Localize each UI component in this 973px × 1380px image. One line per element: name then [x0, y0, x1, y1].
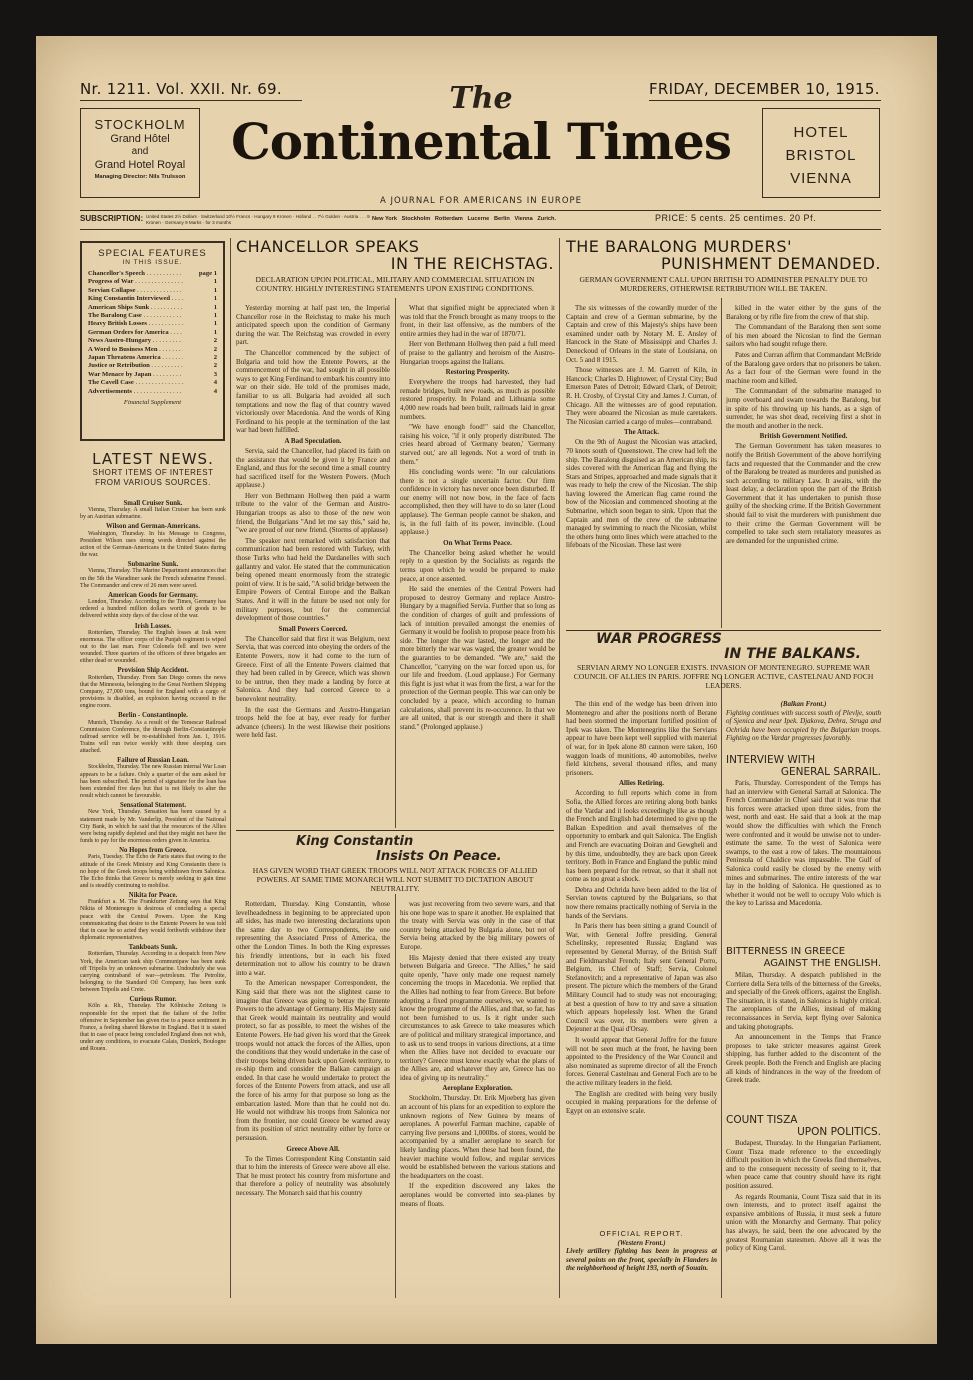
chancellor-header	[236, 238, 554, 293]
chancellor-col-1	[236, 304, 390, 828]
bitterness-body	[726, 971, 881, 1087]
paragraph: The Commandant of the submarine managed to jump overboard and swam towards the Baralong, but in spite of his throwing up his hands, as a sign of surrender, he was shot dead, receiving first a shot in the mouth and another in the neck.	[726, 387, 881, 430]
feature-item	[88, 295, 217, 303]
sarrail-title-1: INTERVIEW WITH	[726, 754, 816, 766]
tisza-p2: As regards Roumania, Count Tisza said that in its own interests, and to protect itself against the expansive ambitions of Russia, it must seek a future union with the Monarchy and Germany. That policy has always, he said, been the one advocated by the greatest Roumanian statesmen. Above all it was the policy of King Carol.	[726, 1192, 881, 1253]
feature-item	[88, 287, 217, 295]
stockholm-hotel-ad	[80, 108, 200, 198]
official-text: Lively artillery fighting has been in progress at several points on the front, specially in Flanders in the neighborhood of height 193, north of Souain.	[566, 1247, 717, 1273]
baralong-header	[566, 238, 881, 293]
feature-page: 1	[213, 312, 217, 320]
feature-item	[88, 354, 217, 362]
news-item-head: Small Cruiser Sunk.	[123, 500, 183, 507]
title-main: Continental Times	[230, 112, 732, 171]
news-item	[80, 561, 226, 590]
official-sub: (Western Front.)	[617, 1238, 666, 1247]
paragraph: The six witnesses of the cowardly murder of the Captain and crew of a German submarine, by the Captain and crew of this Majesty's ships have been examined under oath by Notary M. E. Ansley of Hancock in the State of Mississippi and Charles J. Deneckoud of Orleans in the state of Louisiana, on Oct. 5 and 8 1915.	[566, 304, 717, 364]
bristol-hotel-ad	[762, 108, 880, 198]
news-item	[80, 996, 226, 1053]
feature-item	[88, 346, 217, 354]
balkans-header	[566, 632, 881, 690]
feature-item	[88, 320, 217, 328]
features-title: SPECIAL FEATURES	[98, 248, 207, 259]
baralong-subhead: GERMAN GOVERNMENT CALL UPON BRITISH TO ADMINISTER PENALTY DUE TO MURDERERS, OTHERWISE RETRIBUTION WILL BE TAKEN.	[579, 275, 868, 293]
feature-page: 1	[213, 278, 217, 286]
balkan-front-text: Fighting continues with success south of Plevlje, south of Sjenica and near Ipek. Djakova, Debra, Struga and Ochrida have been occupied by the Bulgarian troops. Fighting on the Vardar progresses favorably.	[726, 708, 881, 743]
news-item-head: Curious Rumor.	[129, 996, 177, 1004]
news-item-head: American Goods for Germany.	[108, 591, 198, 599]
ad2-line1: HOTEL	[793, 124, 849, 141]
official-title: OFFICIAL REPORT.	[599, 1230, 684, 1238]
feature-item	[88, 337, 217, 345]
office-cities: New York Stockholm Rotterdam Lucerne Berlin Vienna Zurich.	[372, 216, 557, 222]
constantin-subhead: HAS GIVEN WORD THAT GREEK TROOPS WILL NOT ATTACK FORCES OF ALLIED POWERS. AT SAME TIME MONARCH WILL NOT SUBMIT TO DICTATION ABOUT NEUTRALITY.	[252, 866, 538, 893]
feature-page: 1	[213, 328, 217, 336]
tisza-body	[726, 1139, 881, 1299]
feature-page: page 1	[198, 270, 217, 277]
baralong-title-1: THE BARALONG MURDERS'	[566, 237, 792, 256]
paragraph: Rotterdam, Thursday. King Constantin, whose levelheadedness in beginning to be appreciated upon all sides, has made two interesting declarations upon the same day to two Correspondents, the one representing the Associated Press of America, the other the London Times. In both the King expresses his friendly intentions, but in each his fixed determination not to allow his country to be drawn into a war.	[236, 900, 390, 977]
ad-line3: Grand Hotel Royal	[94, 159, 186, 171]
news-item-head: Irish Losses.	[134, 622, 172, 630]
paragraph: The Chancellor said that first it was Belgium, next Servia, that was coerced into obeying the orders of the Entente Powers, now it had come to the turn of Greece. First of all the Entente Powers claimed that they had been called in by Greece, which was shown to be untrue, then they made a landing by force at Salonica. And they had coerced Greece to a benevolent neutrality.	[236, 634, 390, 703]
news-item-head: Tankboats Sunk.	[128, 944, 178, 952]
news-item-body: Rotterdam, Thursday. The English losses at Irak were enormous. The officer corps of the Punjab regiment is wiped out to the last man. Four Colonels fell and two were wounded. Three quarters of the officers of three brigades are either dead or wounded.	[80, 629, 226, 665]
constantin-col-2	[400, 900, 555, 1298]
news-item	[80, 757, 226, 800]
bitterness-p1: Milan, Thursday. A despatch published in the Corriere della Sera tells of the bitterness of the Greeks, and specially of the Greek officers, against the English. The situation, it is stated, in Salonica is highly critical. The aeroplanes of the Allies, instead of making reconnaissances in Servia, kept flying over Salonica and taking photographs.	[726, 971, 881, 1031]
feature-page: 4	[213, 387, 217, 395]
feature-item	[88, 379, 217, 387]
sarrail-text: Paris, Thursday. Correspondent of the Temps has had an interview with General Sarrail at Salonica. The French Commander in Chief said that it was true that his forces were attacked upon three sides, from the west, north and east. He said that a look at the map would show the difficulties with which the French were confronted and it would be unwise not to under-estimate the same. To the west of Salonica were swamps, to the east a row of lakes. The mountainous Peninsula of Chaldice was impassable. The Gulf of Salonica could easily be closed by the enemy with mines and submarines. The entire interests of the war lay in the holding of Salonica. He questioned as to whether it would not be well to occupy Volo which is the key to Larissa and Macedonia.	[726, 779, 881, 908]
feature-item	[88, 371, 217, 379]
feature-name: Servian Collapse . . .	[88, 287, 183, 295]
paragraph: Herr von Bethmann Hollweg then paid a full meed of praise to the gallantry and heroism of the Austro-Hungarian troops against the Italians.	[400, 340, 555, 366]
feature-item	[88, 362, 217, 370]
subscription-bar	[80, 213, 881, 227]
feature-item	[88, 304, 217, 312]
news-item-head: No Hopes from Greece.	[119, 847, 187, 855]
tisza-p1: Budapest, Thursday. In the Hungarian Parliament, Count Tisza made reference to the exceedingly difficult position in which the Greeks find themselves, and to the consequent necessity of seeing to it, that when peace came that country should have its right position assured.	[726, 1139, 881, 1190]
news-item-body: Frankfurt a. M. The Frankfurter Zeitung says that King Nikita of Montenegro is desirous of concluding a special peace with the Central Powers. Upon the King communicating that desire to the Entente Powers he was told that in case he so acted they would forthwith withdraw their diplomatic representatives.	[80, 899, 226, 942]
paragraph: To the American newspaper Correspondent, the King said that there was not the slightest cause to imagine that Greece was going to betray the Entente Powers to the advantage of Germany. His Majesty said that Greek would maintain its neutrality and would protect, so far as possible, to meet the wishes of the Entente Powers. He had given his word that the Greek troops would not attack the forces of the Allies, upon the conditions that they would undertake in the case of their troops being driven back upon Greek territory, to re-ship them and consider the Balkan campaign as ended. In that case he would undertake to protect the forces of the Entente Powers from attack, and use all the force of his army for that purpose so long as the embarcation lasted. More than that he could not do. He would not withdraw his troops from Salonica nor from the frontier, nor could Greece be warned away from its position of strict neutrality either by force or persuasion.	[236, 979, 390, 1143]
ad-line2: and	[131, 146, 149, 157]
feature-name: News Austro-Hungary . . .	[88, 337, 183, 345]
bitterness-title-1: BITTERNESS IN GREECE	[726, 946, 846, 957]
latest-title: LATEST NEWS.	[92, 450, 214, 468]
section-heading: On What Terms Peace.	[443, 538, 512, 547]
official-report	[566, 1230, 717, 1298]
news-item-head: Nikita for Peace.	[128, 892, 178, 900]
news-item-body: Rotterdam, Thursday. From San Diego comes the news that the Minnesota, belonging to the Great Northern Shipping Company, 27,000 tons, bound for England with a cargo of provisions is disabled, an explosion having occured in the engine room.	[80, 674, 226, 710]
feature-item	[88, 278, 217, 286]
news-item	[80, 667, 226, 710]
paragraph: His Majesty denied that there existed any treaty between Bulgaria and Greece. "The Allies," he said quite openly, "have only made one request namely concerning the troops in Macedonia. We replied that the Allies had nothing to fear from Greece. But before adopting a fixed programme ourselves, we wanted to know the programme of the Allies, and that, so far, has not been furnished to us. Is it right under such circumstances to ask Greece to take measures which are of political and military strategical importance, and to ask us to send troops in various directions, at a time when the Allies have not decided to evacuate our territory? Greece must know exactly what the plans of the Allies are, and whatever they are, Greece has no idea of giving up its neutrality."	[400, 953, 555, 1082]
news-item	[80, 523, 226, 559]
paragraph: According to full reports which come in from Sofia, the Allied forces are retiring along both banks of the Vardar and it looks exceedingly like as though the French and English had determined to give up the Balkan Expedition and avail themselves of the opportunity to embark and quit Salonica. The English and French are evacuating Doiran and Gewgheli and by this time, undoubtedly, they are back upon Greek territory. Both in France and England the public mind has been prepared for the retreat, so that it shall not come as too great a shock.	[566, 789, 717, 884]
paragraph: The speaker next remarked with satisfaction that communication had been restored with Turkey, with those Turks who had held the Dardanelles with such gallantry and valor. He stated that the communication being opened meant enormously from the strategic point of view. It is he said, "A solid bridge between the Empire Powers of Central Europe and the Balkan States. And it will in the future be used not only for military purposes, but for the commercial development of those countries."	[236, 536, 390, 623]
feature-name: Progress of War . . .	[88, 278, 183, 286]
feature-item	[88, 388, 217, 396]
features-footer: Financial Supplement	[123, 399, 182, 407]
news-item	[80, 847, 226, 890]
bitterness-title-2: AGAINST THE ENGLISH.	[763, 958, 881, 969]
masthead-title	[206, 81, 756, 171]
news-item	[80, 892, 226, 942]
feature-item	[88, 270, 217, 278]
balkans-title-1: WAR PROGRESS	[596, 631, 722, 647]
paragraph: Stockholm, Thursday. Dr. Erik Mjoeberg has given an account of his plans for an expedition to explore the unknown regions of New Guinea by means of aeroplanes. A powerful Farman machine, capable of carrying five persons and 1,000lbs. of stores, would be accompanied by a smaller aeroplane to search for likely landing places. When these had been found, the heavier machine would follow, and regular services would be established between the various stations and the headquarters on the coast.	[400, 1094, 555, 1180]
news-item-head: Submarine Sunk.	[127, 561, 179, 569]
feature-page: 2	[213, 362, 217, 370]
constantin-header	[236, 834, 554, 893]
news-item-head: Failure of Russian Loan.	[117, 757, 189, 765]
news-item-body: Munich, Thursday. As a result of the Temescar Railroad Commission Conference, the through Berlin-Constantinople railroad service will be re-established from Jan. 1, 1916. Trains will run twice weekly with three sleeping cars attached.	[80, 719, 226, 755]
tisza-title-1: COUNT TISZA	[726, 1114, 798, 1126]
ad-city: STOCKHOLM	[94, 117, 186, 132]
paragraph: If the expedition discovered any lakes the aeroplanes would be converted into sea-planes by means of floats.	[400, 1182, 555, 1208]
news-item-body: Paris, Tuesday. The Echo de Paris states that owing to the attitude of the Greek Ministry and King Constantin there is no hope of the Greek troops being withdrawn from Salonica. The Echo thinks that Greece is merely seeking to gain time and is steadily continuing to mobilise.	[80, 854, 226, 889]
feature-name: The Baralong Case . . .	[88, 312, 183, 320]
paragraph: To the Times Correspondent King Constantin said that to him the interests of Greece were above all else. That he must protect his country from misfortune and that therefore a policy of neutrality was absolutely necessary. The Monarch said that his country	[236, 1154, 390, 1197]
features-list	[88, 270, 217, 396]
feature-name: War Menace by Japan . . .	[88, 371, 183, 379]
paragraph: The thin end of the wedge has been driven into Montenegro and after the positions north of Berane had been stormed the important fortified position of Ipek was taken. The Montenegrins like the Servians appear to have been kept well supplied with material of war, for in Ipek alone 80 cannon were taken, 160 waggon loads of munitions, 40 automobiles, twelve field kitchens, several thousand rifles, and many prisoners.	[566, 700, 717, 777]
paragraph: The Commandant of the Baralong then sent some of his men aboard the Nicosian to find the German sailors who had sought refuge there.	[726, 323, 881, 349]
paragraph: His concluding words were: "In our calculations there is not a single uncertain factor. Our firm confidence in victory has never once been disturbed. If our enemy will not now bow, in the face of facts accomplished, then they will have to do so later (Loud applause). The German people cannot be shaken, and is, in the full faith of its power, invincible. (Loud applause.)	[400, 468, 555, 537]
special-features-box	[80, 241, 225, 441]
baralong-title-2: PUNISHMENT DEMANDED.	[661, 254, 881, 273]
section-heading: Restoring Prosperity.	[445, 368, 510, 377]
news-item	[80, 944, 226, 994]
ad-line4: Managing Director: Nils Trulsson	[94, 174, 186, 180]
section-heading: A Bad Speculation.	[284, 436, 342, 445]
feature-page: 2	[213, 337, 217, 345]
features-subtitle: IN THIS ISSUE.	[122, 259, 183, 266]
baralong-col-1	[566, 304, 717, 628]
feature-page: 2	[213, 345, 217, 353]
latest-news-list	[80, 498, 226, 1298]
paragraph: killed in the water either by the guns of the Baralong or by rifle fire from the crew of that ship.	[726, 304, 881, 321]
price: PRICE: 5 cents. 25 centimes. 20 Pf.	[655, 213, 817, 223]
news-item	[80, 623, 226, 666]
feature-name: Japan Threatens America . . .	[88, 354, 183, 362]
section-heading: Greece Above All.	[286, 1144, 340, 1153]
ad2-line2: BRISTOL	[785, 147, 857, 164]
balkan-front-head: (Balkan Front.)	[780, 700, 827, 708]
section-heading: Aeroplane Exploration.	[442, 1084, 513, 1093]
paragraph: Debra and Ochrida have been added to the list of Servian towns captured by the Bulgarians, so that now there remains practically nothing of Servia in the hands of the Servians.	[566, 885, 717, 920]
news-item	[80, 712, 226, 755]
balkans-subhead: SERVIAN ARMY NO LONGER EXISTS. INVASION OF MONTENEGRO. SUPREME WAR COUNCIL OF ALLIES IN PARIS. JOFFRE NO LONGER ACTIVE, CASTELNAU AND FOCH LEADERS.	[573, 663, 874, 690]
feature-page: 1	[213, 303, 217, 311]
section-heading: Allies Retiring.	[618, 779, 665, 788]
section-heading: British Government Notified.	[759, 432, 848, 441]
news-item-body: Vienna, Thursday. A small Italian Cruiser has been sunk by an Austrian submarine.	[80, 507, 226, 521]
news-item-body: Köln a. Rh., Thursday. The Kölnische Zeitung is responsible for the report that the failure of the Joffre offensive in September has given rise to a peace sentiment in France, a feeling shared likewise in England. But it is stated that in case of peace being concluded England does not wish, under any conditions, to evacuate Calais, Dunkirk, Boulogne and Rouen.	[80, 1003, 226, 1053]
paragraph: Herr von Bethmann Hollweg then paid a warm tribute to the valor of the German and Austro-Hungarian troops as also to those of the new won friend, the Bulgarians "And let me say this," said he, "we are proud of our new friend. (Storms of applause)	[236, 491, 390, 535]
chancellor-title-1: CHANCELLOR SPEAKS	[236, 237, 420, 256]
news-item-head: Provision Ship Accident.	[117, 667, 189, 675]
feature-name: A Word to Business Men . . .	[88, 346, 183, 354]
paragraph: Everywhere the troops had harvested, they had remade bridges, built new roads, as much as possible restored prosperity. In Poland and Lithuania some 4,000 new roads had been built, railroads laid in great numbers.	[400, 378, 555, 421]
paragraph: In Paris there has been sitting a grand Council of War, with General Joffre presiding. General Schelinsky, represented Russia; England was represented by General Murray, of the British Staff and Fieldmarshal French; Italy sent General Porro, Belgium, its Chief of Staff; Servia, Colonel Stefanovitch; and a representative of Japan was also present. The picture which the members of the Grand Military Council had to study was not encouraging; at best a question of how to try and save a situation which appears hopelessly lost. When the Grand Council was over, its members were given a Dejeuner at the Quai d'Orsay.	[566, 922, 717, 1034]
chancellor-subhead: DECLARATION UPON POLITICAL, MILITARY AND COMMERCIAL SITUATION IN COUNTRY. HIGHLY INTERESTING STATEMENTS UPON EXISTING CONDITIONS.	[255, 275, 535, 293]
paragraph: It would appear that General Joffre for the future will not be seen much at the front, he having been appointed to the Presidency of the War Council and also nominated as supreme director of all the French forces. General Castelnau and General Foch are to be the active military leaders in the field.	[566, 1035, 717, 1087]
latest-subtitle: SHORT ITEMS OF INTEREST FROM VARIOUS SOURCES.	[92, 468, 214, 487]
paragraph: Those witnesses are J. M. Garrett of Kiln, in Hancock; Charles D. Hightower, of Crystal City; Bud Emerson Pates of Detroit; Edward Clark, of Detroit; R. H. Crosby, of Crystal City and James J. Curran, of Chicago. All the witnesses are of good reputation. They were aboared the Nicosian as mule caretakers. The Nicosian carried a cargo of mules—contraband.	[566, 366, 717, 426]
balkans-title-2: IN THE BALKANS.	[724, 646, 861, 662]
feature-name: German Orders for America . . .	[88, 329, 183, 337]
ad-line1: Grand Hôtel	[110, 133, 170, 145]
paragraph: What that signified might be appreciated when it was told that the French brought as many troops to the front, in their last offensive, as the numbers of the entire armies they had in the war of 1870/71.	[400, 304, 555, 338]
feature-page: 1	[213, 286, 217, 294]
baralong-col-2	[726, 304, 881, 628]
constantin-col-1	[236, 900, 390, 1298]
news-item	[80, 802, 226, 845]
feature-name: The Cavell Case . . .	[88, 379, 183, 387]
feature-name: Justice or Retribution . . .	[88, 362, 183, 370]
sarrail-title-2: GENERAL SARRAIL.	[780, 766, 881, 778]
issue-date: FRIDAY, DECEMBER 10, 1915.	[649, 80, 880, 98]
news-item-body: Vienna, Thursday. The Marine Department announces that on the 5th the Waradiner sank the French submarine Fresnel. The Commander and crew of 26 men were saved.	[80, 568, 226, 589]
feature-name: Advertisements . . .	[88, 388, 183, 396]
title-the: The	[449, 81, 513, 116]
news-item-head: Berlin - Constantinople.	[118, 712, 188, 720]
subscription-label: SUBSCRIPTION:	[80, 214, 144, 223]
news-item-body: London, Thursday. According to the Times, Germany has ordered a hundred million dollars worth of goods to be delivered within sixty days of the close of the war.	[80, 599, 226, 620]
news-item-head: Sensational Statement.	[119, 802, 187, 810]
paragraph: The Chancellor commenced by the subject of Bulgaria and told how the Entente Powers, at the commencement of the war, had sought in all possible ways to get King Ferdinand to embark his country into war on their side. He told of the promises made, familiar to us all. Bulgaria had avoided all such temptations and now the flag of that country waved victoriously over Macedonia. And the words of King Ferdinand to his people at the termination of the last war had been fulfilled.	[236, 348, 390, 435]
chancellor-title-2: IN THE REICHSTAG.	[390, 254, 554, 273]
tisza-title-2: UPON POLITICS.	[797, 1126, 881, 1138]
ad2-line3: VIENNA	[790, 170, 852, 187]
feature-page: 1	[213, 295, 217, 303]
paragraph: "We have enough food!" said the Chancellor, raising his voice, "if it only properly distributed. The cries heard abroad of 'Germany beaten,' 'Germany starved out,' are all legends. Not a word of truth in them."	[400, 423, 555, 466]
constantin-title-1: King Constantin	[296, 834, 414, 849]
feature-name: King Constantin Interviewed . . .	[88, 295, 183, 303]
subscription-rates: United States 2½ Dollars · Switzerland 10½ Francs · Hungary 9 Kronen · Holland . . 7½ Gulden · Austria . . . 9 Kronen · Germany 9 Marks · for 3 months	[146, 214, 370, 225]
issue-number: Nr. 1211. Vol. XXII. Nr. 69.	[80, 80, 282, 98]
paragraph: Pates and Curran affirm that Commandant McBride of the Baralong gave orders that no prisoners be taken. As a fact four of the German were found in the machine room and killed.	[726, 350, 881, 385]
feature-item	[88, 329, 217, 337]
constantin-title-2: Insists On Peace.	[376, 849, 502, 864]
news-item-body: Rotterdam, Thursday. According to a despatch from New York, the American tank ship Communipaw has been sunk off Tripolis by an unknown submarine. Undoubtely she was carrying contraband of war—petroleum. The Petrolite, belonging to the Standard Oil Company, has been sunk between Tripolis and Crete.	[80, 951, 226, 994]
feature-item	[88, 312, 217, 320]
paragraph: The English are credited with being very busily occupied in making preparations for the defense of Egypt on an extensive scale.	[566, 1089, 717, 1115]
feature-name: Chancellor's Speech . . .	[88, 270, 183, 278]
balkan-front-report	[726, 700, 881, 754]
news-item	[80, 500, 226, 521]
feature-page: 3	[213, 370, 217, 378]
latest-news-header	[80, 450, 226, 488]
chancellor-col-2	[400, 304, 555, 828]
bitterness-p2: An announcement in the Temps that France proposes to take stricter measures against Greek shipping, has further added to the discontent of the Greek people. Both the French and English are placing all kinds of hindrances in the way of the freedom of Greek trade.	[726, 1033, 881, 1085]
news-item-body: Washington, Thursday. In his Message to Congress, President Wilson uses strong words directed against the action of the German-Americans in the United States during the war.	[80, 530, 226, 559]
paragraph: Yesterday morning at half past ten, the Imperial Chancellor rose in the Reichstag to make his much anticipated speech upon the condition of Germany during the war. The Reichstag was crowded in every part.	[236, 304, 390, 347]
sarrail-article	[726, 754, 881, 949]
paragraph: In the east the Germans and Austro-Hungarian troops held the foe at bay, ever ready for further advance (cheers). In the west likewise their positions were held fast.	[236, 705, 390, 740]
paragraph: On the 9th of August the Nicosian was attacked, 70 knots south of Queenstown. The crew had left the ship. The Baralong disguised as an American ship, its sides covered with the American flag and flying the Stars and Stripes, approached and made signals that it was ready to help the crew of the Nicosian. The ship having lowered the American flag came round the bow of the Nicosian and commenced shooting at the Submarine, which soon began to sink. Upon that the Captain and men of the crew of the submarine managed by swimming to reach the Nicosian, whilst the others hung onto lines which were attached to the lifeboats of the Nicosian. These last were	[566, 438, 717, 550]
section-heading: The Attack.	[624, 428, 659, 437]
news-item-body: New York, Thursday. Sensation has been caused by a statement made by Mr. Vanderlip, President of the National City Bank, in which he said that the resources of the Allies were being rapidly depleted and that they might not have the funds to pay for the enormous orders given in America.	[80, 809, 226, 845]
feature-page: 4	[213, 379, 217, 387]
section-heading: Small Powers Coerced.	[278, 624, 348, 633]
tisza-article	[726, 1114, 881, 1299]
paragraph: The German Government has taken measures to notify the British Government of the above horrifying facts and requested that the Commander and the crew of the Baralong be treated as murderes and punished as such according to military Law. It awaits, with the least delay, a declaration upon the part of the British Government that it has undertaken to punish those guilty of the shocking crime. If the British Government should fail to visit the murderers with punishment due to their crime the German Government will be compelled to take such stern retaliatory measures as are demanded for the unpunished crime.	[726, 442, 881, 545]
tagline: A JOURNAL FOR AMERICANS IN EUROPE	[379, 196, 583, 206]
newspaper-page	[36, 36, 937, 1344]
paragraph: Servia, said the Chancellor, had placed its faith on the assistance that would be given it by France and England, and thus for the second time a small country had sacrificed itself for the Western Powers. (Much applause.)	[236, 446, 390, 490]
news-item-body: Stockholm, Thursday. The new Russian internal War Loan appears to be a failure. Only a quarter of the sum asked for has been subscribed. The period of signature for the loan has been extended five days but that is not likely to alter the result which cannot be favourable.	[80, 764, 226, 800]
paragraph: He said the enemies of the Central Powers had proposed to destroy Germany and replace Austro-Hungary by a magnified Servia. Further that so long as the condition of charges of guilt and professions of lack of intuition prevailed amongst the enemies of Germany it would be foolish to propose peace from his side. The longer the war lasted, the longer and the more bitterly the war was waged, the greater would be the guaranties to be demanded. "We are," said the Chancellor, "carrying on the war forced upon us, for our life and freedom. (Loud applause.) For Germany this fight is just what it was from the first, a war for the protection of the German people. This war can only be concluded by a peace, which according to human calculations, shall prevent its re-occurence. In that we are all united, that is our strength and there it shall stand." (Prolonged applause.)	[400, 585, 555, 731]
paragraph: The Chancellor being asked whether he would reply to a question by the Socialists as regards the terms upon which he would be prepared to make peace, at once assented.	[400, 548, 555, 583]
news-item	[80, 592, 226, 621]
news-item-head: Wilson and German-Americans.	[105, 523, 201, 531]
feature-page: 2	[213, 354, 217, 362]
balkans-col-1	[566, 700, 717, 1228]
feature-name: American Ships Sunk . . .	[88, 304, 183, 312]
feature-name: Heavy British Losses . . .	[88, 320, 183, 328]
feature-page: 1	[213, 320, 217, 328]
paragraph: was just recovering from two severe wars, and that his one hope was to spare it another. He explained that the treaty with Servia was only in the case of that country being attacked by Bulgaria alone, but not of Servia being attacked by the big military powers of Europe.	[400, 900, 555, 951]
bitterness-article	[726, 946, 881, 1087]
